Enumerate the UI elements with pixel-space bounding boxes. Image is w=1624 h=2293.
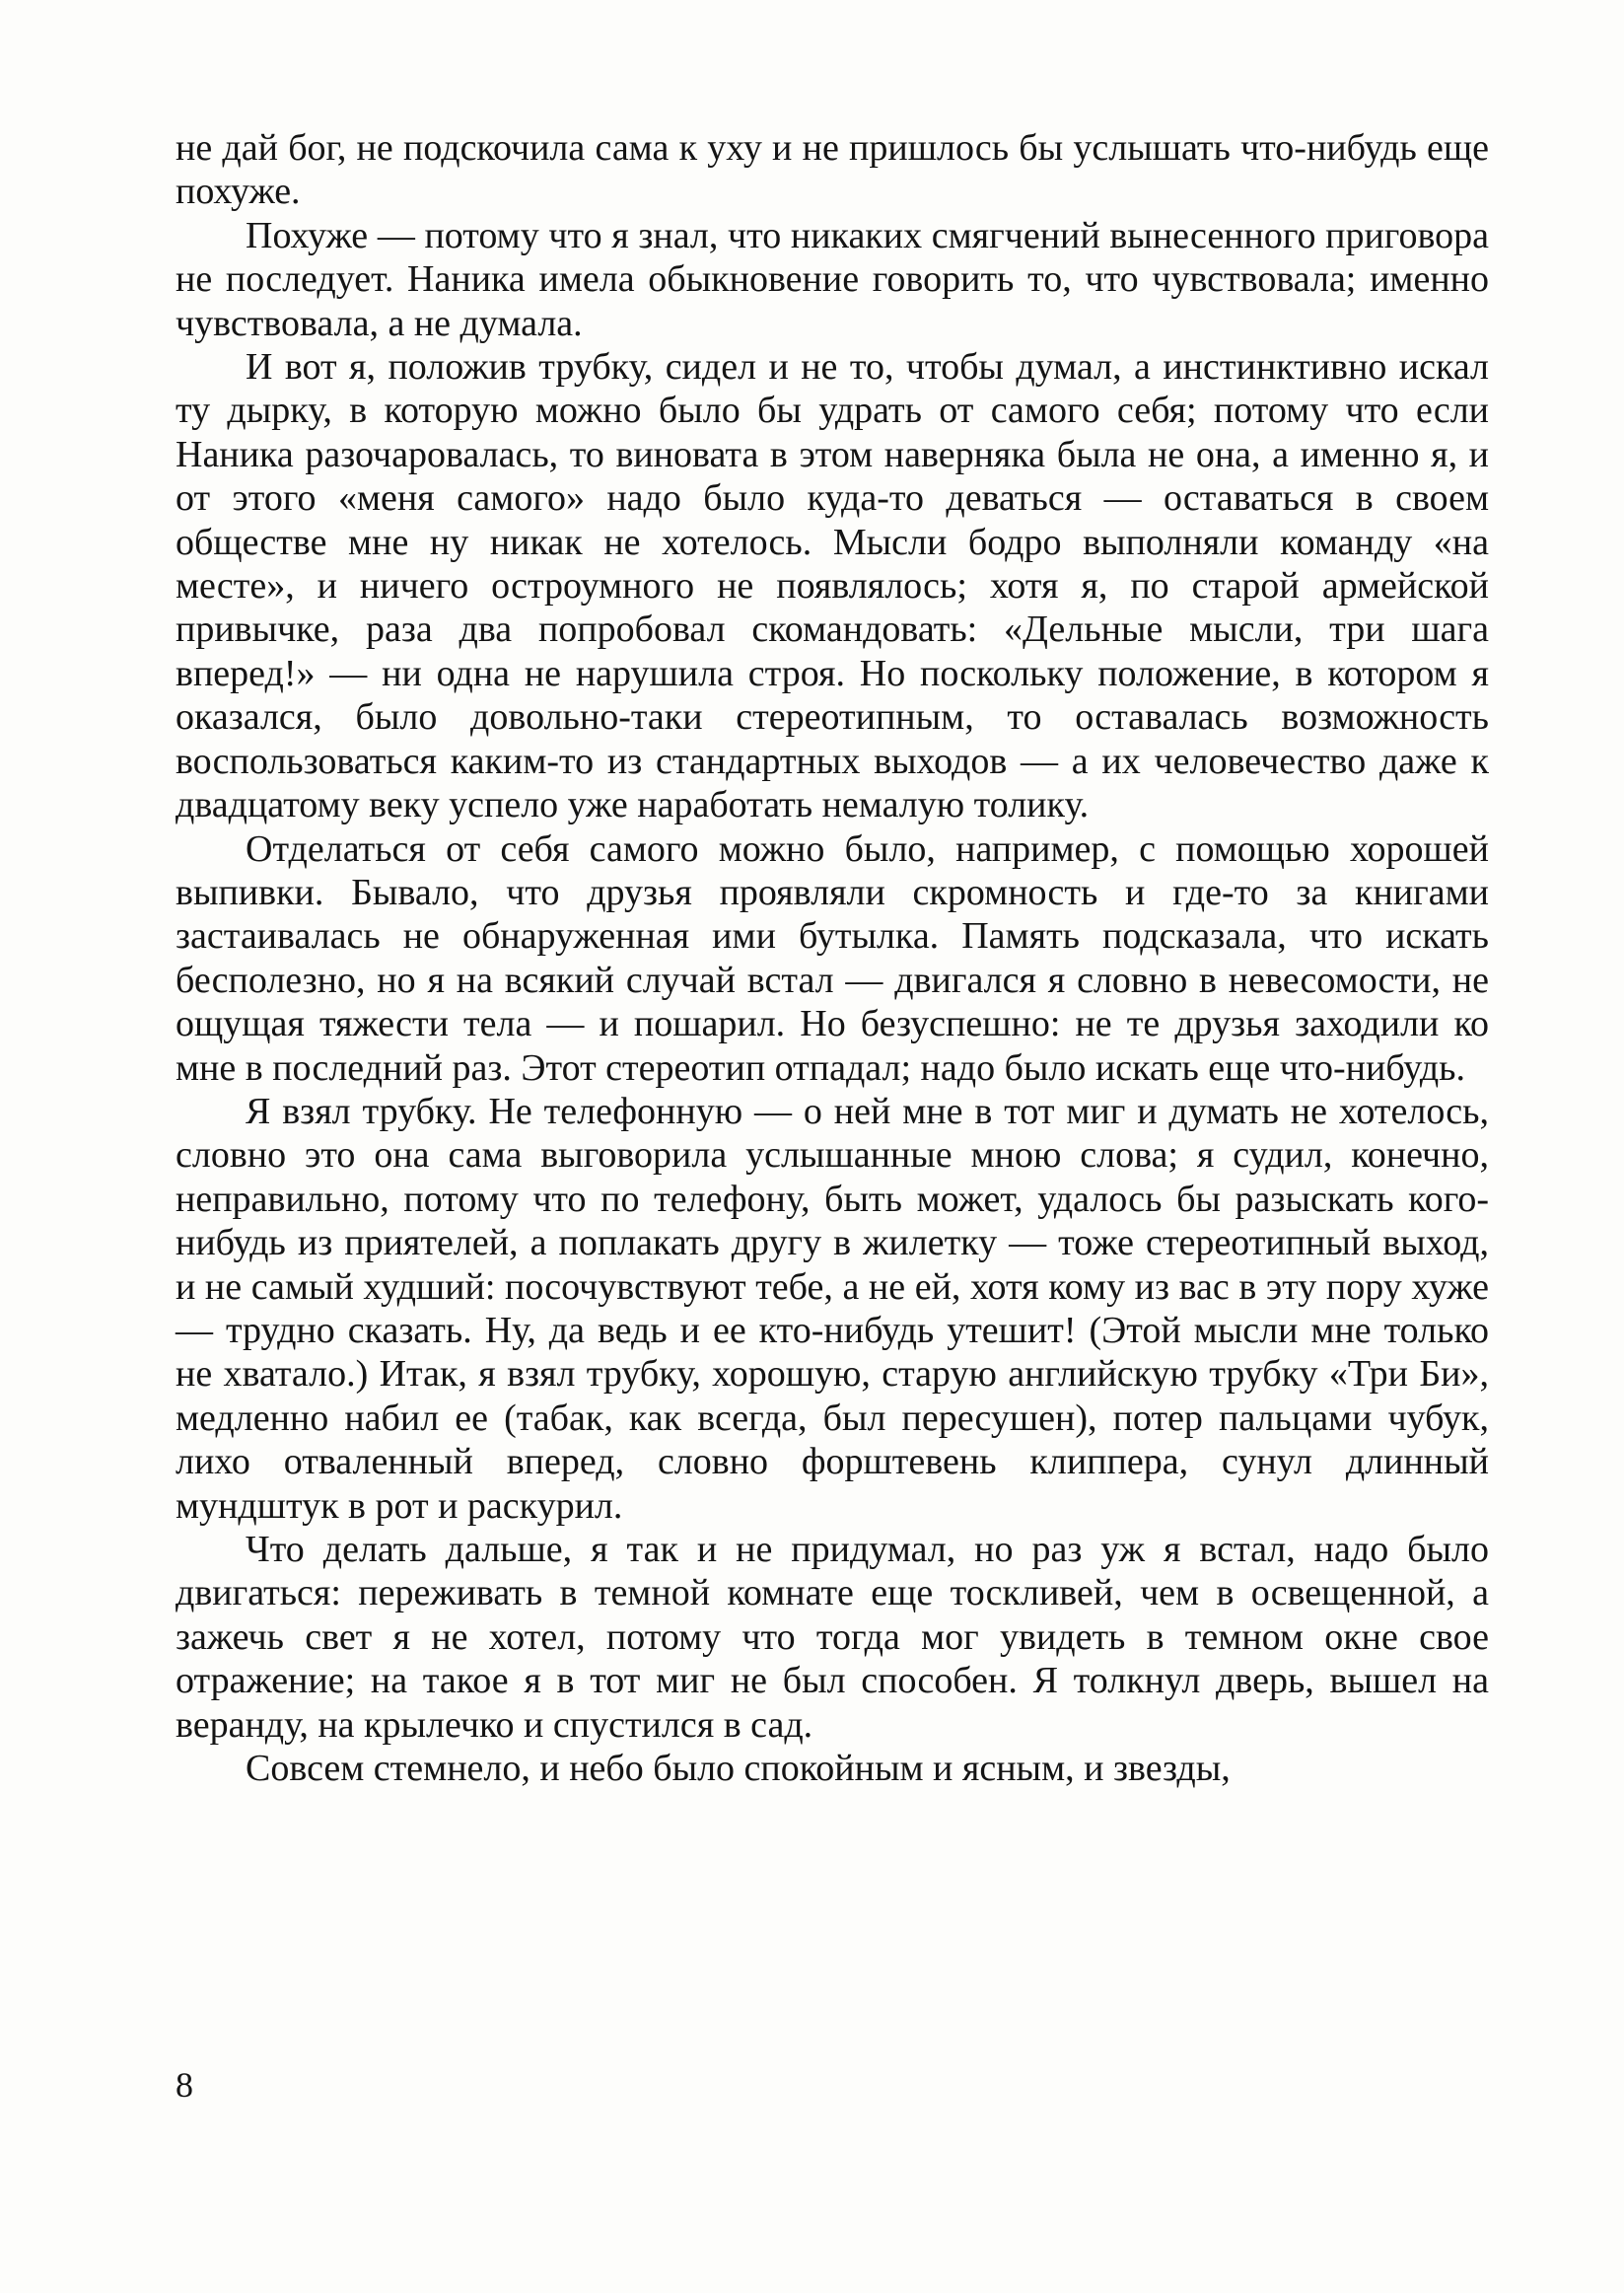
- paragraph-1: не дай бог, не подскочила сама к уху и не пришлось бы услышать что-нибудь еще похуже.: [176, 127, 1489, 213]
- paragraph-6: Что делать дальше, я так и не придумал, но раз уж я встал, надо было двигаться: переживать в темной комнате еще тоскливей, чем в освещенной, а зажечь свет я не хотел, потому что тогда мог увидеть в темном окне свое отражение; на такое я в тот миг не был способен. Я толкнул дверь, вышел на веранду, на крылечко и спустился в сад.: [176, 1529, 1489, 1746]
- paragraph-7: Совсем стемнело, и небо было спокойным и ясным, и звезды,: [246, 1748, 1231, 1790]
- paragraph-4: Отделаться от себя самого можно было, например, с помощью хорошей выпивки. Бывало, что друзья проявляли скромность и где-то за книгами застаивалась не обнаруженная ими бутылка. Память подсказала, что искать бесполезно, но я на всякий случай встал — двигался я словно в невесомости, не ощущая тяжести тела — и пошарил. Но безуспешно: не те друзья заходили ко мне в последний раз. Этот стереотип отпадал; надо было искать еще что-нибудь.: [176, 827, 1489, 1089]
- paragraph-3: И вот я, положив трубку, сидел и не то, чтобы думал, а инстинктивно искал ту дырку, в которую можно было бы удрать от самого себя; потому что если Наника разочаровалась, то виновата в этом наверняка была не она, а именно я, и от этого «меня самого» надо было куда-то деваться — оставаться в своем обществе мне ну никак не хотелось. Мысли бодро выполняли команду «на месте», и ничего остроумного не появлялось; хотя я, по старой армейской привычке, раза два попробовал скомандовать: «Дельные мысли, три шага вперед!» — ни одна не нарушила строя. Но поскольку положение, в котором я оказался, было довольно-таки стереотипным, то оставалась возможность воспользоваться каким-то из стандартных выходов — а их человечество даже к двадцатому веку успело уже наработать немалую толику.: [176, 346, 1489, 826]
- page-number: 8: [176, 2065, 193, 2105]
- paragraph-2: Похуже — потому что я знал, что никаких смягчений вынесенного приговора не последует. Наника имела обыкновение говорить то, что чувствовала; именно чувствовала, а не думала.: [176, 214, 1489, 344]
- body-text: [176, 126, 1489, 1790]
- paragraph-5: Я взял трубку. Не телефонную — о ней мне в тот миг и думать не хотелось, словно это она сама выговорила услышанные мною слова; я судил, конечно, неправильно, потому что по телефону, быть может, удалось бы разыскать кого-нибудь из приятелей, а поплакать другу в жилетку — тоже стереотипный выход, и не самый худший: посочувствуют тебе, а не ей, хотя кому из вас в эту пору хуже — трудно сказать. Ну, да ведь и ее кто-нибудь утешит! (Этой мысли мне только не хватало.) Итак, я взял трубку, хорошую, старую английскую трубку «Три Би», медленно набил ее (табак, как всегда, был пересушен), потер пальцами чубук, лихо отваленный вперед, словно форштевень клиппера, сунул длинный мундштук в рот и раскурил.: [176, 1090, 1489, 1527]
